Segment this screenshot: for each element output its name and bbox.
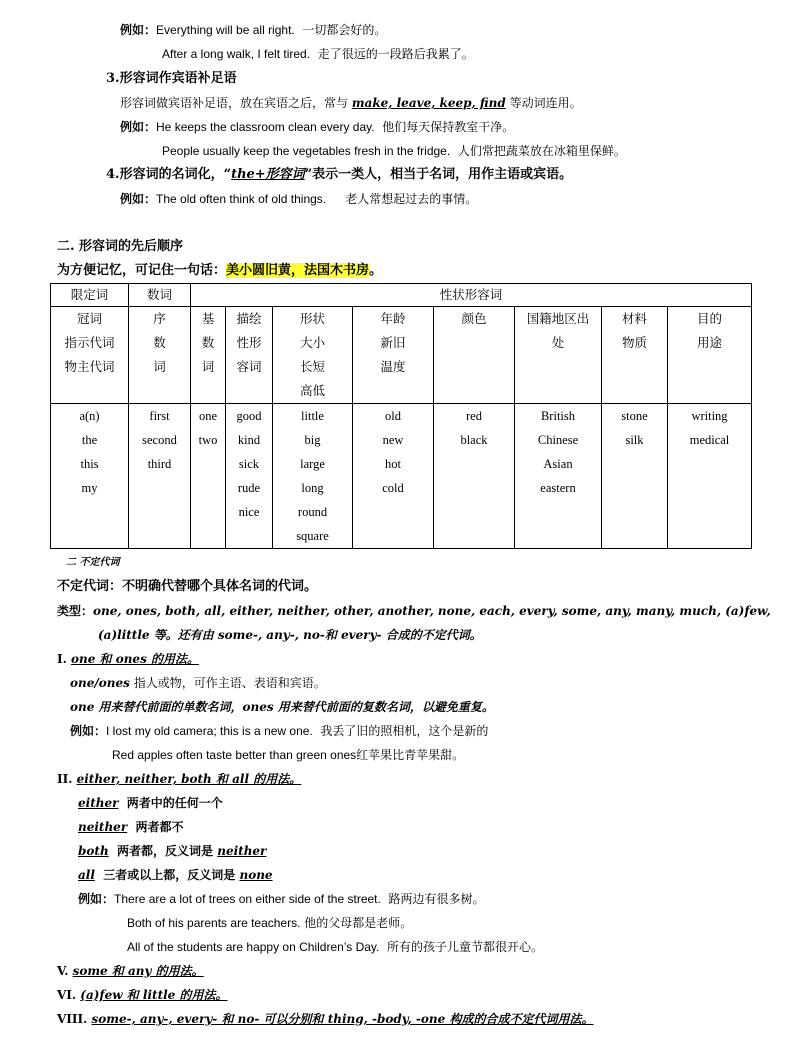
example-cell: red black (434, 404, 515, 549)
term-desc: 两者都，反义词是 (117, 844, 214, 858)
category-cell: 形状 大小 长短 高低 (273, 307, 353, 404)
example-en: I lost my old camera; this is a new one. (106, 724, 313, 738)
neither-line (78, 819, 184, 835)
example-cell: first second third (129, 404, 191, 549)
example-cn: 一切都会好的。 (302, 23, 387, 37)
example-line-2 (162, 46, 474, 62)
adjective-order-table (50, 283, 752, 549)
example-cn: 他的父母都是老师。 (304, 916, 413, 930)
example-label: 例如： (120, 120, 157, 134)
paragraph-text: 等动词连用。 (509, 96, 582, 110)
term-desc: 三者或以上都，反义词是 (103, 868, 236, 882)
heading-4 (106, 167, 572, 183)
heading-text: 4.形容词的名词化，“ (106, 167, 232, 182)
indef-types-line1 (57, 603, 771, 619)
example-en: Both of his parents are teachers. (127, 916, 301, 930)
example-en: Red apples often taste better than green ones (112, 748, 357, 762)
example-label: 例如： (70, 724, 107, 738)
example-cn: 所有的孩子儿童节都很开心。 (387, 940, 544, 954)
example-label: 例如： (78, 892, 115, 906)
section-6-heading (57, 987, 228, 1003)
example-cn: 他们每天保持教室干净。 (382, 120, 515, 134)
section-title: one 和 ones 的用法。 (70, 652, 200, 666)
category-cell: 描绘 性形 容词 (226, 307, 273, 404)
term: neither (78, 820, 128, 834)
example-cn: 红苹果比青苹果甜。 (356, 748, 465, 762)
section-8-heading (57, 1011, 593, 1027)
example-cn: 老人常想起过去的事情。 (345, 192, 478, 206)
indef-types-line2: (a)little 等。还有由 some-, any-, no-和 every- 合成的不定代词。 (98, 628, 482, 642)
order-heading: 二. 形容词的先后顺序 (57, 239, 184, 254)
category-cell: 冠词 指示代词 物主代词 (51, 307, 129, 404)
example-cn: 走了很远的一段路后我累了。 (317, 47, 474, 61)
category-cell: 目的 用途 (668, 307, 752, 404)
section-title: some-, any-, every- 和 no- 可以分别和 thing, -body, -one 构成的合成不定代词用法。 (91, 1012, 594, 1026)
heading-3: 3.形容词作宾语补足语 (106, 71, 237, 86)
example-cell: stone silk (602, 404, 668, 549)
order-memo (57, 263, 382, 279)
example-en: All of the students are happy on Children’s Day. (127, 940, 380, 954)
all-line (78, 867, 273, 883)
example-cell: old new hot cold (353, 404, 434, 549)
table-category-row (51, 307, 752, 404)
section-2-example-2 (127, 915, 412, 931)
example-label: 例如： (120, 23, 157, 37)
example-en: He keeps the classroom clean every day. (156, 120, 375, 134)
indef-subheading: 二 不定代词 (66, 557, 120, 568)
term-desc: 指人或物，可作主语、表语和宾语。 (133, 676, 326, 690)
category-cell: 材料 物质 (602, 307, 668, 404)
section-2-example-3 (127, 939, 543, 955)
antonym: none (239, 868, 273, 882)
types-label: 类型： (57, 604, 94, 618)
section-5-heading (57, 963, 204, 979)
example-cn: 我丢了旧的照相机，这个是新的 (320, 724, 489, 738)
example-en: The old often think of old things. (156, 192, 327, 206)
verb-list: make, leave, keep, find (351, 96, 506, 110)
section-number: I. (57, 652, 67, 666)
term-desc: 两者都不 (135, 820, 184, 834)
header-limit: 限定词 (51, 284, 129, 307)
the-adj-term: the+形容词 (231, 167, 305, 182)
section-number: V. (57, 964, 69, 978)
ones-rule-line: one 用来替代前面的单数名词，ones 用来替代前面的复数名词，以避免重复。 (70, 700, 494, 714)
example-cell: one two (191, 404, 226, 549)
section-number: II. (57, 772, 73, 786)
example-en: After a long walk, I felt tired. (162, 47, 311, 61)
indef-definition: 不定代词：不明确代替哪个具体名词的代词。 (57, 579, 318, 594)
paragraph-3 (120, 95, 582, 111)
term: either (78, 796, 119, 810)
example-label: 例如： (120, 192, 157, 206)
category-cell: 基 数 词 (191, 307, 226, 404)
example-line-5 (120, 191, 477, 207)
section-1-example-2 (112, 747, 464, 763)
example-cell: a(n) the this my (51, 404, 129, 549)
example-cn: 路两边有很多树。 (388, 892, 485, 906)
either-line (78, 795, 223, 811)
memo-text: 为方便记忆，可记住一句话： (57, 263, 227, 278)
both-line (78, 843, 266, 859)
table-header-row (51, 284, 752, 307)
section-1-example-1 (70, 723, 488, 739)
example-cell: writing medical (668, 404, 752, 549)
ones-usage-line (70, 675, 326, 691)
example-line-1 (120, 22, 386, 38)
section-title: some 和 any 的用法。 (72, 964, 204, 978)
example-line-3 (120, 119, 514, 135)
section-1-heading (57, 651, 199, 667)
memo-text: 。 (369, 263, 383, 278)
heading-text: ”表示一类人，相当于名词，用作主语或宾语。 (304, 167, 573, 182)
memo-highlight: 美小圆旧黄，法国木书房 (226, 263, 370, 278)
category-cell: 国籍地区出 处 (515, 307, 602, 404)
antonym: neither (217, 844, 267, 858)
section-title: either, neither, both 和 all 的用法。 (76, 772, 302, 786)
example-en: Everything will be all right. (156, 23, 295, 37)
category-cell: 年龄 新旧 温度 (353, 307, 434, 404)
header-number: 数词 (129, 284, 191, 307)
example-cell: little big large long round square (273, 404, 353, 549)
term: one/ones (70, 676, 130, 690)
example-line-4 (162, 143, 626, 159)
table-example-row (51, 404, 752, 549)
section-title: (a)few 和 little 的用法。 (80, 988, 228, 1002)
term: all (78, 868, 95, 882)
example-en: There are a lot of trees on either side of the street. (114, 892, 381, 906)
example-cell: good kind sick rude nice (226, 404, 273, 549)
types-list: one, ones, both, all, either, neither, other, another, none, each, every, some, any, many, much, (a)few, (93, 604, 771, 618)
section-2-example-1 (78, 891, 484, 907)
example-cn: 人们常把蔬菜放在冰箱里保鲜。 (457, 144, 626, 158)
term: both (78, 844, 109, 858)
term-desc: 两者中的任何一个 (126, 796, 223, 810)
section-number: VI. (57, 988, 77, 1002)
section-2-heading (57, 771, 301, 787)
section-number: VIII. (57, 1012, 88, 1026)
category-cell: 序 数 词 (129, 307, 191, 404)
example-cell: British Chinese Asian eastern (515, 404, 602, 549)
example-en: People usually keep the vegetables fresh in the fridge. (162, 144, 451, 158)
category-cell: 颜色 (434, 307, 515, 404)
paragraph-text: 形容词做宾语补足语，放在宾语之后，常与 (120, 96, 349, 110)
header-desc: 性状形容词 (191, 284, 752, 307)
